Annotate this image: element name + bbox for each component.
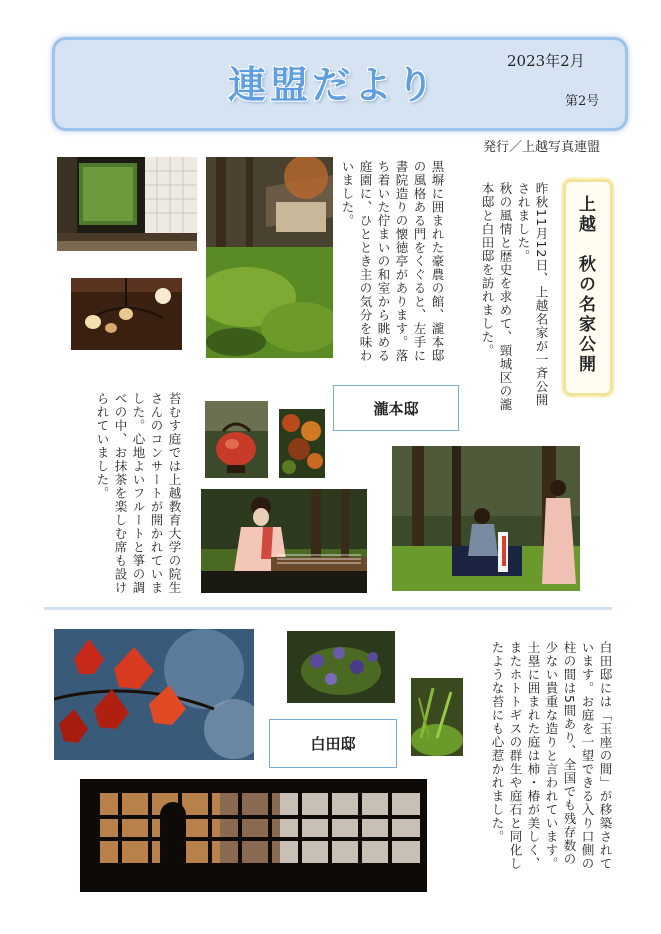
shoin-interior-photo (57, 157, 197, 251)
moss-garden-house-photo (206, 157, 333, 358)
section-divider (44, 607, 612, 610)
red-maple-photo (54, 629, 254, 760)
tricyrtis-flower-photo (287, 631, 395, 703)
lattice-window-silhouette-photo (80, 779, 427, 892)
newsletter-title: 連盟だより (228, 63, 439, 107)
takimoto-text-2: 苔むす庭では上越教育大学の院生さんのコンサートが開かれていました。心地よいフルートと箏の調べの中、お抹茶を楽しむ席も設けられていました。 (95, 392, 182, 595)
autumn-leaves-small-photo (279, 409, 325, 478)
garden-concert-photo (392, 446, 580, 591)
koto-player-closeup-photo (201, 489, 367, 593)
feature-title: 上越 秋の名家公開 (575, 195, 595, 375)
issue-number: 第2号 (565, 94, 600, 109)
intro-text: 昨秋11月12日、上越名家が一斉公開されました。 秋の風情と歴史を求めて、頸城区の瀧本邸と白田邸を訪れました。 (480, 182, 549, 412)
shirata-label: 白田邸 (269, 719, 397, 768)
shirata-text: 白田邸には「玉座の間」が移築されています。お庭を一望できる入り口側の柱の間は5間あり、全国でも残存数の少ない貴重な造りと言われています。土塁に囲まれた庭は柿・椿が美しく、またホトトギスの群生や庭石と同化したような苔にも心惹かれました。 (490, 641, 613, 871)
takimoto-label: 瀧本邸 (333, 385, 459, 431)
chandelier-photo (71, 278, 182, 350)
issue-date: 2023年2月 (507, 52, 585, 70)
iron-kettle-photo (205, 401, 268, 478)
takimoto-text-1: 黒塀に囲まれた豪農の館、瀧本邸の風格ある門をくぐると、左手に書院造りの懐徳亭があります。落ち着いた佇まいの和室から眺める庭園に、ひととき主の気分を味わいました。 (340, 160, 445, 363)
moss-plant-photo (411, 678, 463, 756)
publisher-line: 発行／上越写真連盟 (483, 140, 601, 155)
